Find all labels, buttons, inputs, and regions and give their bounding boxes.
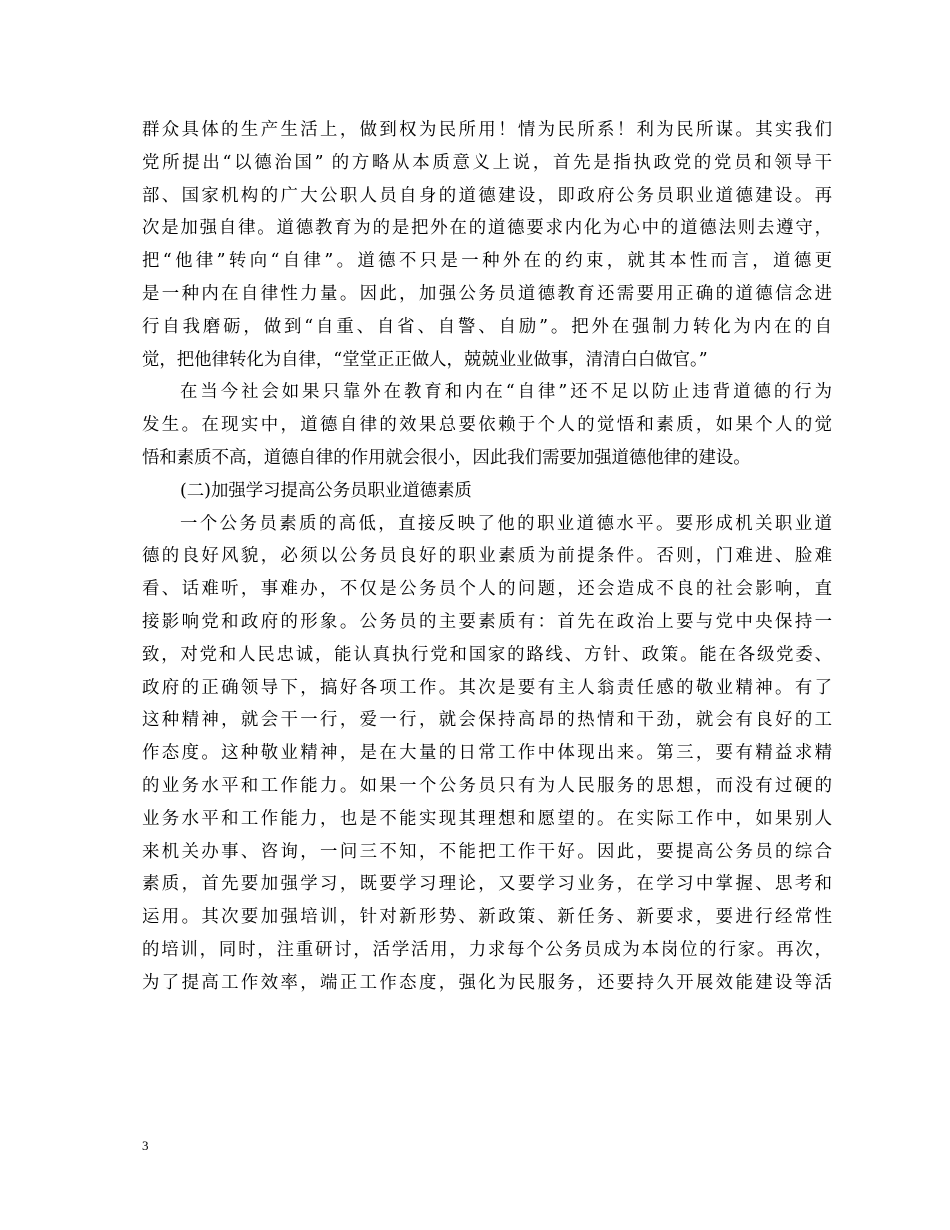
- text-line: 来机关办事、咨询，一问三不知，不能把工作干好。因此，要提高公务员的综合: [142, 841, 832, 862]
- text-line: 德的良好风貌，必须以公务员良好的职业素质为前提条件。否则，门难进、脸难: [142, 546, 832, 567]
- text-line: 的业务水平和工作能力。如果一个公务员只有为人民服务的思想，而没有过硬的: [142, 775, 832, 796]
- text-line: 运用。其次要加强培训，针对新形势、新政策、新任务、新要求，要进行经常性: [142, 907, 832, 928]
- text-line: 看、话难听，事难办，不仅是公务员个人的问题，还会造成不良的社会影响，直: [142, 579, 832, 600]
- text-line: 政府的正确领导下，搞好各项工作。其次是要有主人翁责任感的敬业精神。有了: [142, 677, 832, 698]
- text-line: 致，对党和人民忠诚，能认真执行党和国家的路线、方针、政策。能在各级党委、: [142, 644, 832, 665]
- text-line: 作态度。这种敬业精神，是在大量的日常工作中体现出来。第三，要有精益求精: [142, 743, 832, 764]
- text-line: 接影响党和政府的形象。公务员的主要素质有：首先在政治上要与党中央保持一: [142, 611, 832, 632]
- text-line: 把“他律”转向“自律”。道德不只是一种外在的约束，就其本性而言，道德更: [142, 251, 832, 272]
- text-line: 为了提高工作效率，端正工作态度，强化为民服务，还要持久开展效能建设等活: [142, 972, 832, 993]
- text-line: 行自我磨砺，做到“自重、自省、自警、自励”。把外在强制力转化为内在的自: [142, 316, 832, 337]
- text-line: 党所提出“以德治国” 的方略从本质意义上说，首先是指执政党的党员和领导干: [142, 152, 832, 173]
- document-body: [142, 114, 832, 1000]
- text-line: (二)加强学习提高公务员职业道德素质: [180, 480, 472, 501]
- page-number: 3: [142, 1138, 149, 1153]
- text-line: 觉，把他律转化为自律，“堂堂正正做人，兢兢业业做事，清清白白做官。”: [142, 349, 708, 370]
- text-line: 次是加强自律。道德教育为的是把外在的道德要求内化为心中的道德法则去遵守，: [142, 218, 832, 239]
- text-line: 一个公务员素质的高低，直接反映了他的职业道德水平。要形成机关职业道: [180, 513, 832, 534]
- text-line: 这种精神，就会干一行，爱一行，就会保持高昂的热情和干劲，就会有良好的工: [142, 710, 832, 731]
- text-line: 素质，首先要加强学习，既要学习理论，又要学习业务，在学习中掌握、思考和: [142, 874, 832, 895]
- text-line: 在当今社会如果只靠外在教育和内在“自律”还不足以防止违背道德的行为: [180, 382, 832, 403]
- text-line: 业务水平和工作能力，也是不能实现其理想和愿望的。在实际工作中，如果别人: [142, 808, 832, 829]
- text-line: 悟和素质不高，道德自律的作用就会很小，因此我们需要加强道德他律的建设。: [142, 447, 751, 468]
- text-line: 是一种内在自律性力量。因此，加强公务员道德教育还需要用正确的道德信念进: [142, 283, 832, 304]
- text-line: 部、国家机构的广大公职人员自身的道德建设，即政府公务员职业道德建设。再: [142, 185, 832, 206]
- text-line: 的培训，同时，注重研讨，活学活用，力求每个公务员成为本岗位的行家。再次，: [142, 939, 832, 960]
- text-line: 群众具体的生产生活上，做到权为民所用！情为民所系！利为民所谋。其实我们: [142, 120, 832, 140]
- text-line: 发生。在现实中，道德自律的效果总要依赖于个人的觉悟和素质，如果个人的觉: [142, 415, 832, 436]
